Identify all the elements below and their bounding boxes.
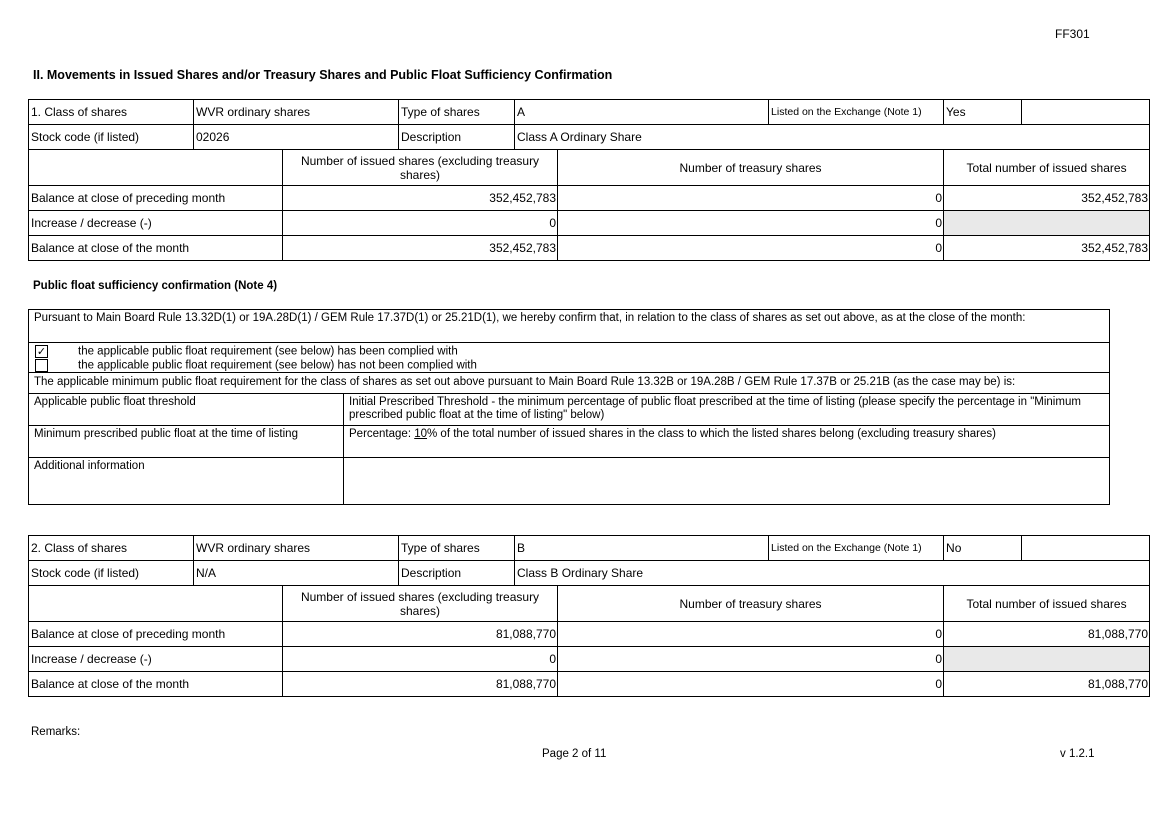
table-row <box>29 622 1150 647</box>
min-public-float-value <box>344 426 1110 458</box>
header-issued: Number of issued shares (excluding treasury shares) <box>283 586 558 622</box>
form-code: FF301 <box>1055 27 1090 41</box>
header-blank <box>29 150 283 186</box>
threshold-label: Applicable public float threshold <box>29 394 344 426</box>
class-b-shares-table <box>28 535 1150 697</box>
total-value: 81,088,770 <box>944 622 1150 647</box>
listed-extra-cell <box>1022 100 1150 125</box>
treasury-value: 0 <box>558 211 944 236</box>
type-of-shares-label: Type of shares <box>399 536 515 561</box>
min-prefix: Percentage: <box>349 428 415 441</box>
header-total: Total number of issued shares <box>944 150 1150 186</box>
min-public-float-label: Minimum prescribed public float at the time of listing <box>29 426 344 458</box>
issued-value: 81,088,770 <box>283 622 558 647</box>
row-label: Increase / decrease (-) <box>29 211 283 236</box>
header-total: Total number of issued shares <box>944 586 1150 622</box>
issued-value: 0 <box>283 647 558 672</box>
header-treasury: Number of treasury shares <box>558 586 944 622</box>
row-label: Balance at close of preceding month <box>29 622 283 647</box>
issued-value: 81,088,770 <box>283 672 558 697</box>
not-complied-option-label: the applicable public float requirement (see below) has not been complied with <box>78 359 477 372</box>
description-label: Description <box>399 125 515 150</box>
form-version: v 1.2.1 <box>1060 748 1095 760</box>
class-of-shares-value: WVR ordinary shares <box>194 100 399 125</box>
public-float-title: Public float sufficiency confirmation (Note 4) <box>33 280 278 292</box>
class-a-shares-table <box>28 99 1150 261</box>
type-of-shares-label: Type of shares <box>399 100 515 125</box>
total-value-blank <box>944 647 1150 672</box>
section-title: II. Movements in Issued Shares and/or Treasury Shares and Public Float Sufficiency Confirmation <box>33 68 613 82</box>
row-label: Balance at close of the month <box>29 672 283 697</box>
threshold-value: Initial Prescribed Threshold - the minimum percentage of public float prescribed at the time of listing (please specify the percentage in "Minimum prescribed public float at the time of listing" below) <box>344 394 1110 426</box>
treasury-value: 0 <box>558 236 944 261</box>
listed-value: Yes <box>944 100 1022 125</box>
class-of-shares-label: 2. Class of shares <box>29 536 194 561</box>
treasury-value: 0 <box>558 672 944 697</box>
stock-code-label: Stock code (if listed) <box>29 561 194 586</box>
description-value: Class A Ordinary Share <box>515 125 1150 150</box>
treasury-value: 0 <box>558 622 944 647</box>
table-row <box>29 236 1150 261</box>
class-of-shares-value: WVR ordinary shares <box>194 536 399 561</box>
type-of-shares-value: A <box>515 100 769 125</box>
header-blank <box>29 586 283 622</box>
issued-value: 352,452,783 <box>283 186 558 211</box>
public-float-table <box>28 309 1110 505</box>
stock-code-label: Stock code (if listed) <box>29 125 194 150</box>
public-float-intro: Pursuant to Main Board Rule 13.32D(1) or 19A.28D(1) / GEM Rule 17.37D(1) or 25.21D(1), we hereby confirm that, in relation to the class of shares as set out above, as at the close of the month: <box>29 310 1110 343</box>
not-complied-checkbox[interactable] <box>35 359 48 372</box>
total-value: 352,452,783 <box>944 186 1150 211</box>
row-label: Increase / decrease (-) <box>29 647 283 672</box>
type-of-shares-value: B <box>515 536 769 561</box>
row-label: Balance at close of the month <box>29 236 283 261</box>
page-number: Page 2 of 11 <box>542 748 607 760</box>
listed-label: Listed on the Exchange (Note 1) <box>769 536 944 561</box>
listed-value: No <box>944 536 1022 561</box>
complied-option-label: the applicable public float requirement (see below) has been complied with <box>78 345 458 358</box>
table-row <box>29 211 1150 236</box>
min-suffix: % of the total number of issued shares in the class to which the listed shares belong (excluding treasury shares) <box>427 428 996 441</box>
table-row <box>29 186 1150 211</box>
stock-code-value: N/A <box>194 561 399 586</box>
class-of-shares-label: 1. Class of shares <box>29 100 194 125</box>
additional-info-label: Additional information <box>29 458 344 505</box>
total-value-blank <box>944 211 1150 236</box>
remarks-label: Remarks: <box>31 726 81 738</box>
total-value: 352,452,783 <box>944 236 1150 261</box>
description-label: Description <box>399 561 515 586</box>
complied-checkbox[interactable]: ✓ <box>36 346 47 358</box>
row-label: Balance at close of preceding month <box>29 186 283 211</box>
listed-label: Listed on the Exchange (Note 1) <box>769 100 944 125</box>
total-value: 81,088,770 <box>944 672 1150 697</box>
min-percent: 10 <box>414 428 428 441</box>
description-value: Class B Ordinary Share <box>515 561 1150 586</box>
requirement-text: The applicable minimum public float requirement for the class of shares as set out above pursuant to Main Board Rule 13.32B or 19A.28B / GEM Rule 17.37B or 25.21B (as the case may be) is: <box>29 373 1110 394</box>
table-row <box>29 647 1150 672</box>
header-issued: Number of issued shares (excluding treasury shares) <box>283 150 558 186</box>
table-row <box>29 672 1150 697</box>
listed-extra-cell <box>1022 536 1150 561</box>
stock-code-value: 02026 <box>194 125 399 150</box>
treasury-value: 0 <box>558 186 944 211</box>
additional-info-value <box>344 458 1110 505</box>
header-treasury: Number of treasury shares <box>558 150 944 186</box>
issued-value: 352,452,783 <box>283 236 558 261</box>
treasury-value: 0 <box>558 647 944 672</box>
issued-value: 0 <box>283 211 558 236</box>
